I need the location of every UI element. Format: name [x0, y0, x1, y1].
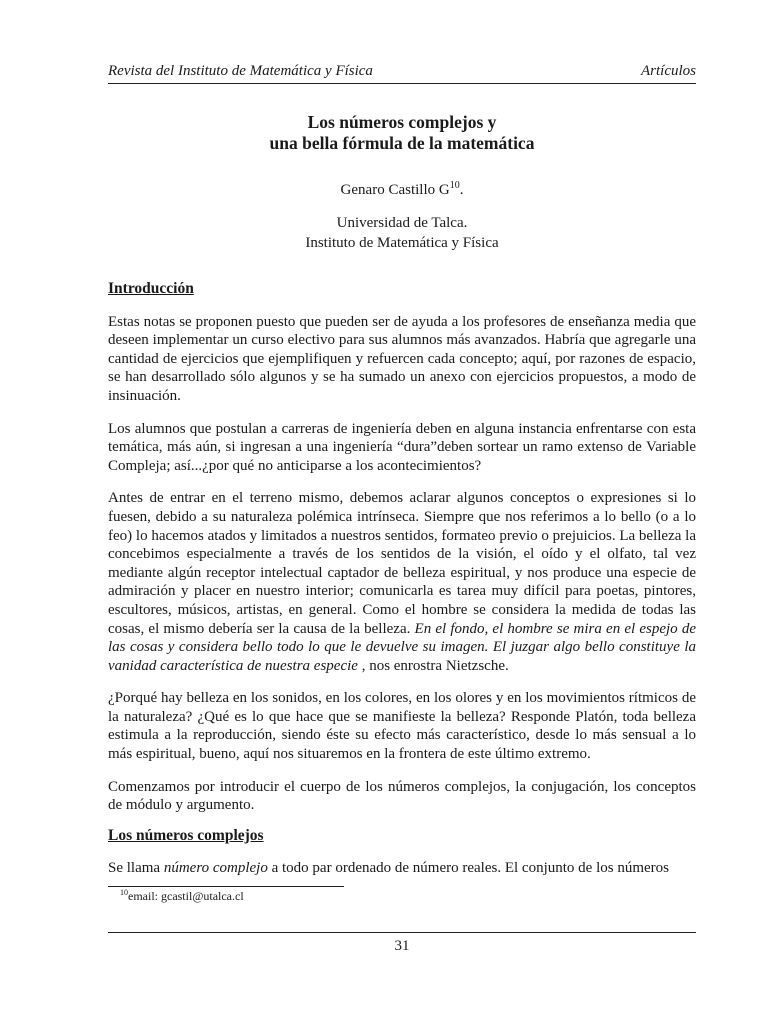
title-line-1: Los números complejos y: [307, 112, 497, 132]
title-line-2: una bella fórmula de la matemática: [269, 133, 535, 153]
author-period: .: [459, 182, 464, 198]
defined-term: número complejo: [163, 860, 268, 877]
article-body: [108, 280, 696, 892]
running-head: [108, 63, 696, 80]
paragraph-3-end: , nos enrostra Nietzsche.: [357, 657, 509, 674]
article-title: [108, 112, 696, 154]
paragraph-1: Estas notas se proponen puesto que pueden ser de ayuda a los profesores de enseñanza media que deseen implementar un curso electivo para sus alumnos más avanzados. Habría que agregarle una cantidad de ejercicios que ejemplifiquen y refuercen cada concepto; aquí, por razones de espacio, se han desarrollado sólo algunos y se ha sumado un anexo con ejercicios propuestos, a modo de insinuación.: [108, 313, 696, 404]
footnote-mark: 10: [120, 888, 128, 897]
footnote-rule: [108, 886, 344, 887]
paragraph-6-end: a todo par ordenado de número reales. El conjunto de los números: [267, 860, 669, 877]
paragraph-5: Comenzamos por introducir el cuerpo de los números complejos, la conjugación, los conceptos de módulo y argumento.: [108, 778, 696, 814]
author-footnote-mark[interactable]: 10: [449, 180, 460, 191]
footnote-email[interactable]: email: gcastil@utalca.cl: [128, 889, 244, 903]
author: [108, 180, 696, 199]
paragraph-6-text: Se llama: [108, 860, 164, 877]
paragraph-6: [108, 859, 696, 878]
header-rule: [108, 83, 696, 84]
footnote: [120, 888, 244, 904]
paragraph-3-text: Antes de entrar en el terreno mismo, debemos aclarar algunos conceptos o expresiones si lo fuesen, debido a su naturaleza polémica intrínseca. Siempre que nos referimos a lo bello (o a lo feo) lo hacemos atados y limitados a nuestros sentidos, formateo previo o prejuicios. La belleza la concebimos especialmente a través de los sentidos de la visión, el oído y el olfato, tal vez mediante algún receptor intelectual captador de belleza espiritual, y nos produce una especie de admiración y placer en nuestro interior; comunicarla es tarea muy difícil para poetas, pintores, escultores, músicos, artistas, en general. Como el hombre se considera la medida de todas las cosas, el mismo debería ser la causa de la belleza.: [108, 490, 696, 637]
affiliation-institute: Instituto de Matemática y Física: [305, 235, 499, 251]
affiliation: [108, 213, 696, 253]
journal-name: Revista del Instituto de Matemática y Física: [108, 63, 373, 79]
section-heading-introduccion: Introducción: [108, 280, 194, 297]
section-heading-numeros-complejos: Los números complejos: [108, 826, 264, 844]
nietzsche-quote: En el fondo, el hombre se mira en el espejo de las cosas y considera bello todo lo que le devuelve su imagen. El juzgar algo bello constituye la vanidad característica de nuestra especie: [108, 620, 696, 674]
section-name: Artículos: [641, 63, 696, 79]
paragraph-2: Los alumnos que postulan a carreras de ingeniería deben en alguna instancia enfrentarse con esta temática, más aún, si ingresan a una ingeniería “dura”deben sortear un ramo extenso de Variable Compleja; así...¿por qué no anticiparse a los acontecimientos?: [108, 420, 696, 474]
paragraph-4: ¿Porqué hay belleza en los sonidos, en los colores, en los olores y en los movimientos rítmicos de la naturaleza? ¿Qué es lo que hace que se manifieste la belleza? Responde Platón, toda belleza estimula a la reproducción, siendo éste su efecto más característico, desde lo más sensual a lo más espiritual, bueno, aquí nos situaremos en la frontera de este último extremo.: [108, 690, 696, 763]
footer-rule: [108, 932, 696, 933]
affiliation-university: Universidad de Talca.: [336, 215, 468, 231]
page-number: 31: [394, 938, 410, 954]
paragraph-3: [108, 489, 696, 675]
author-name: Genaro Castillo G: [340, 182, 450, 198]
